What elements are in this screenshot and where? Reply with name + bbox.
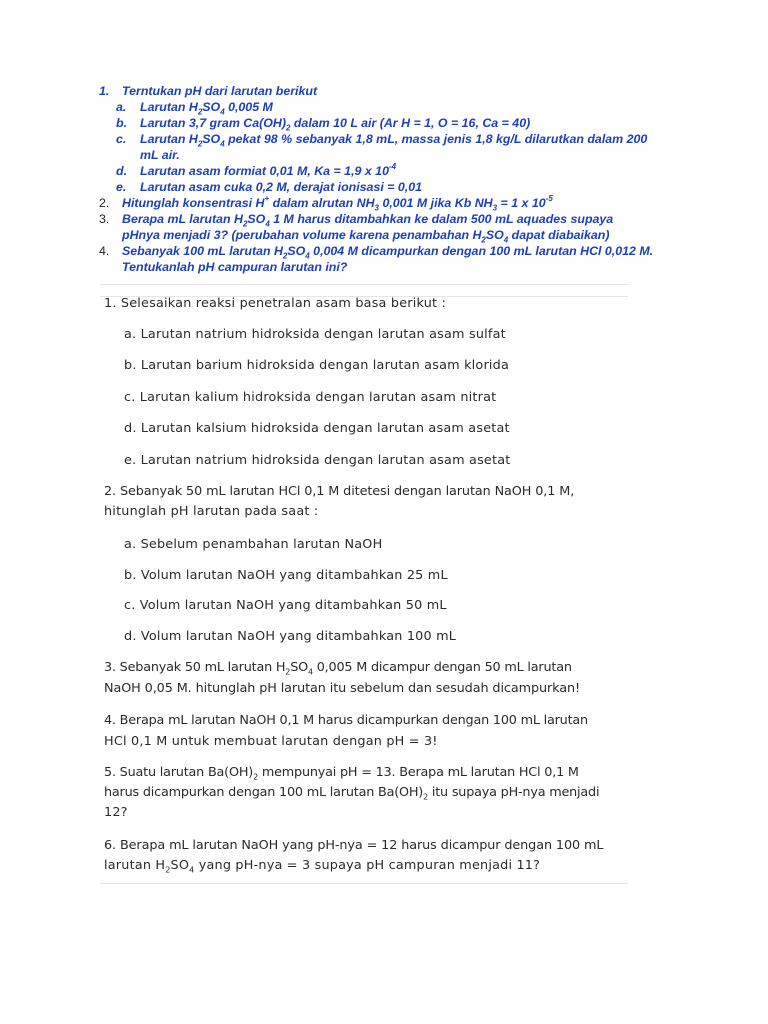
item-label: d. [116,164,128,178]
question-2-cont: hitunglah pH larutan pada saat : [104,504,319,519]
question-number: 2. [99,196,110,210]
item-text: mL air. [140,148,180,162]
question-1-item-d [0,161,768,180]
item-text: Larutan asam formiat 0,01 M, Ka = 1,9 x $10^{-4}$ [140,161,397,178]
list-item: a. Sebelum penambahan larutan NaOH [124,537,383,552]
list-item: a. Larutan natrium hidroksida dengan larutan asam sulfat [124,327,506,342]
question-text: Sebanyak 100 mL larutan $H_2SO_4$ 0,004 M dicampurkan dengan 100 mL larutan HCl 0,012 M. [122,244,654,261]
list-item: d. Larutan kalsium hidroksida dengan larutan asam asetat [124,421,510,436]
item-label: b. [116,116,128,130]
question-4: 4. Berapa mL larutan NaOH 0,1 M harus dicampurkan dengan 100 mL larutan [104,713,588,728]
question-2 [0,193,768,213]
problem-set-1 [0,84,768,276]
question-4-cont [0,260,768,276]
item-text: Larutan asam cuka 0,2 M, derajat ionisasi = 0,01 [140,180,423,194]
item-label: a. [116,100,127,114]
item-text: Larutan $H_2SO_4$ 0,005 M [140,100,273,117]
item-text: Larutan 3,7 gram $Ca(OH)_2$ dalam 10 L air (Ar H = 1, O = 16, Ca = 40) [140,116,531,133]
divider [100,883,628,884]
question-3: 3. Sebanyak 50 mL larutan $H_2SO_4$ 0,005 M dicampur dengan 50 mL larutan [104,660,572,677]
question-text: Terntukan pH dari larutan berikut [122,84,318,98]
question-3 [0,212,768,228]
question-1 [0,84,768,100]
item-label: c. [116,132,127,146]
list-item: b. Volum larutan NaOH yang ditambahkan 25 mL [124,568,448,583]
question-4 [0,244,768,260]
list-item: c. Volum larutan NaOH yang ditambahkan 50 mL [124,598,447,613]
question-1-item-a [0,100,768,116]
question-1: 1. Selesaikan reaksi penetralan asam basa berikut : [104,296,447,311]
question-number: 4. [99,244,110,258]
question-text: Hitunglah konsentrasi H+ dalam alrutan $NH_3$ 0,001 M jika Kb $NH_3 = 1$ x $10^{-5}$ [122,193,553,213]
list-item: c. Larutan kalium hidroksida dengan larutan asam nitrat [124,390,497,405]
question-5: 5. Suatu larutan $Ba(OH)_2$ mempunyai pH = 13. Berapa mL larutan HCl 0,1 M [104,765,579,782]
question-1-item-e [0,180,768,196]
question-1-item-b [0,116,768,132]
question-5-cont: harus dicampurkan dengan 100 mL larutan $Ba(OH)_2$ itu supaya pH-nya menjadi [104,785,600,802]
question-4-cont: HCl 0,1 M untuk membuat larutan dengan pH = 3! [104,734,438,749]
question-5-cont: 12? [104,805,128,820]
list-item: d. Volum larutan NaOH yang ditambahkan 100 mL [124,629,457,644]
question-3-cont [0,228,768,244]
question-1-item-c [0,132,768,148]
question-text: Berapa mL larutan $H_2SO_4$ 1 M harus ditambahkan ke dalam 500 mL aquades supaya [122,212,614,229]
question-text: Tentukanlah pH campuran larutan ini? [122,260,348,274]
divider [100,284,630,285]
question-number: 1. [99,84,110,98]
question-text: pHnya menjadi 3? (perubahan volume karena penambahan $H_2SO_4$ dapat diabaikan) [122,228,610,245]
question-2: 2. Sebanyak 50 mL larutan HCl 0,1 M ditetesi dengan larutan NaOH 0,1 M, [104,484,575,499]
question-3-cont: NaOH 0,05 M. hitunglah pH larutan itu sebelum dan sesudah dicampurkan! [104,681,581,696]
question-1-item-c-cont [0,148,768,164]
question-number: 3. [99,212,110,226]
list-item: b. Larutan barium hidroksida dengan larutan asam klorida [124,358,510,373]
question-6: 6. Berapa mL larutan NaOH yang pH-nya = 12 harus dicampur dengan 100 mL [104,838,604,853]
question-6-cont: larutan $H_2SO_4$ yang pH-nya = 3 supaya pH campuran menjadi 11? [104,858,541,875]
item-label: e. [116,180,127,194]
list-item: e. Larutan natrium hidroksida dengan larutan asam asetat [124,453,511,468]
item-text: Larutan $H_2SO_4$ pekat 98 % sebanyak 1,8 mL, massa jenis 1,8 kg/L dilarutkan dalam 200 [140,132,648,149]
